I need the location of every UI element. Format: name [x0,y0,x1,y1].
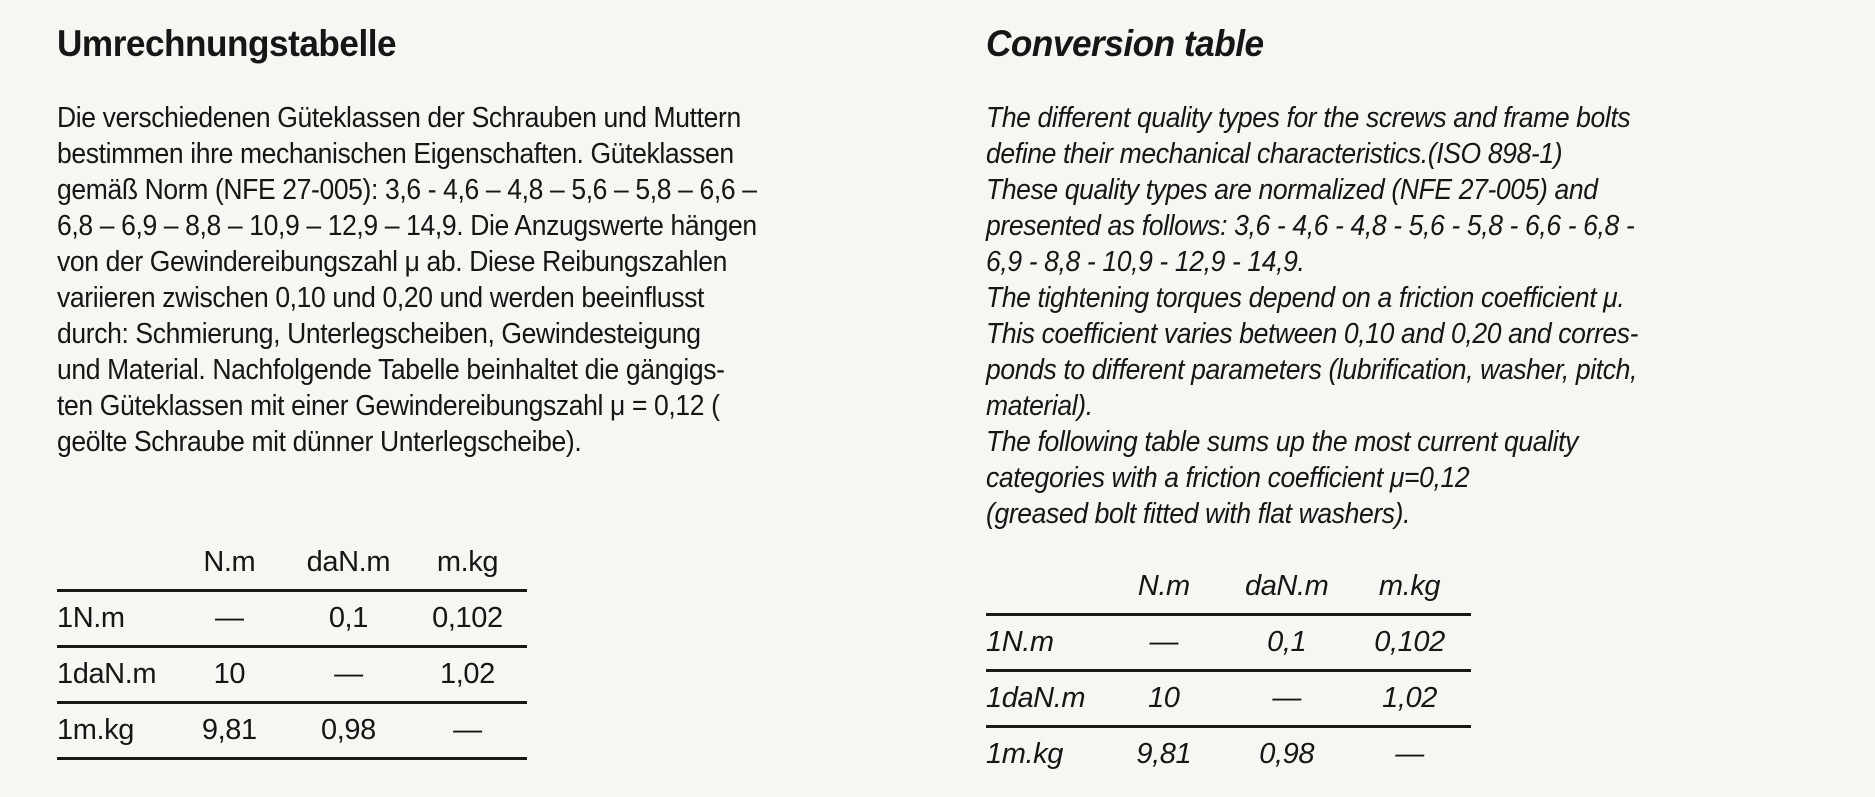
table-row [986,671,1471,727]
german-paragraph [57,100,857,460]
table-header-row [57,536,527,591]
paragraph-line: variieren zwischen 0,10 und 0,20 und werden beeinflusst [57,282,705,314]
table-row [986,727,1471,782]
table-cell: 9,81 [170,703,289,759]
table-cell: — [289,647,408,703]
table-cell: 0,102 [408,591,527,647]
row-label: 1daN.m [986,671,1102,727]
table-cell: 1,02 [1348,671,1471,727]
table-cell: 10 [1102,671,1225,727]
table-cell: 1,02 [408,647,527,703]
table-cell: 9,81 [1136,738,1192,770]
table-header-mkg: m.kg [1348,560,1471,615]
german-title: Umrechnungstabelle [57,23,397,64]
table-cell: 0,1 [1225,615,1348,671]
paragraph-line: gemäß Norm (NFE 27-005): 3,6 - 4,6 – 4,8 – 5,6 – 5,8 – 6,6 – [57,174,757,206]
row-label: 1N.m [57,591,170,647]
paragraph-line: ten Güteklassen mit einer Gewindereibungszahl μ = 0,12 ( [57,390,720,422]
english-title: Conversion table [986,23,1264,64]
paragraph-line: geölte Schraube mit dünner Unterlegscheibe). [57,426,582,458]
table-row [986,615,1471,671]
table-cell: 0,98 [1259,738,1315,770]
table-row [57,703,527,759]
paragraph-line: The different quality types for the screws and frame bolts [986,102,1631,134]
table-cell: 10 [170,647,289,703]
paragraph-line: material). [986,390,1093,422]
table-cell: — [170,591,289,647]
table-header-danm: daN.m [289,536,408,591]
paragraph-line: This coefficient varies between 0,10 and 0,20 and corres- [986,318,1639,350]
table-cell: — [1395,738,1424,770]
table-cell: — [408,703,527,759]
german-conversion-table [57,536,527,760]
row-label: 1N.m [986,615,1102,671]
row-label: 1m.kg [986,738,1063,770]
paragraph-line: (greased bolt fitted with flat washers). [986,498,1411,530]
row-label: 1m.kg [57,703,170,759]
paragraph-line: The tightening torques depend on a friction coefficient μ. [986,282,1625,314]
paragraph-line: 6,8 – 6,9 – 8,8 – 10,9 – 12,9 – 14,9. Die Anzugswerte hängen [57,210,757,242]
row-label: 1daN.m [57,647,170,703]
paragraph-line: durch: Schmierung, Unterlegscheiben, Gewindesteigung [57,318,701,350]
paragraph-line: These quality types are normalized (NFE 27-005) and [986,174,1598,206]
paragraph-line: und Material. Nachfolgende Tabelle beinhaltet die gängigs- [57,354,725,386]
paragraph-line: define their mechanical characteristics.(ISO 898-1) [986,138,1563,170]
table-header-nm: N.m [170,536,289,591]
table-row [57,647,527,703]
table-cell: 0,1 [289,591,408,647]
table-header-empty [57,536,170,591]
table-header-danm: daN.m [1225,560,1348,615]
table-cell: 0,98 [289,703,408,759]
paragraph-line: Die verschiedenen Güteklassen der Schrauben und Muttern [57,102,741,134]
paragraph-line: ponds to different parameters (lubrification, washer, pitch, [986,354,1637,386]
paragraph-line: 6,9 - 8,8 - 10,9 - 12,9 - 14,9. [986,246,1305,278]
german-section [57,24,802,760]
paragraph-line: presented as follows: 3,6 - 4,6 - 4,8 - 5,6 - 5,8 - 6,6 - 6,8 - [986,210,1635,242]
table-header-row [986,560,1471,615]
paragraph-line: The following table sums up the most current quality [986,426,1579,458]
table-header-mkg: m.kg [408,536,527,591]
table-cell: — [1225,671,1348,727]
english-section [986,24,1786,781]
table-cell: — [1102,615,1225,671]
table-header-nm: N.m [1102,560,1225,615]
table-row [57,591,527,647]
table-cell: 0,102 [1348,615,1471,671]
table-header-empty [986,560,1102,615]
english-conversion-table [986,560,1471,781]
paragraph-line: categories with a friction coefficient μ=0,12 [986,462,1470,494]
english-paragraph [986,100,1786,532]
paragraph-line: von der Gewindereibungszahl μ ab. Diese Reibungszahlen [57,246,728,278]
paragraph-line: bestimmen ihre mechanischen Eigenschaften. Güteklassen [57,138,734,170]
